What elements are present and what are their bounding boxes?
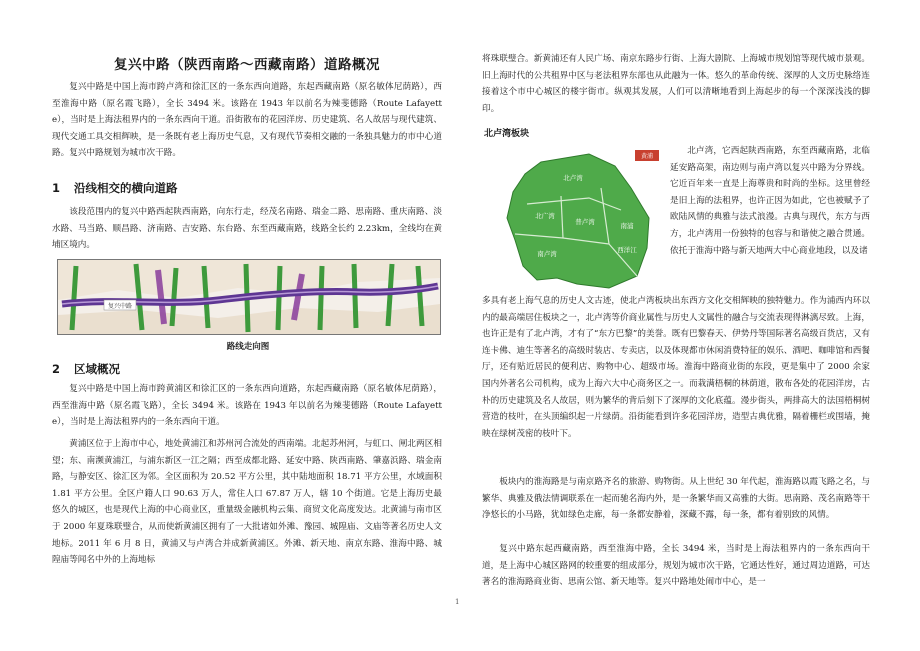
district-label: 普卢湾 xyxy=(575,218,595,226)
beiluwan-paragraph-2: 板块内的淮海路是与南京路齐名的旅游、购物街。从上世纪 30 年代起，淮海路以霞飞路之名，与繁华、典雅及俄法情调联系在一起而驰名海内外，是一条繁华而又高雅的大街。思南路、茂名南路等干净悠长的小马路，犹如绿色走廊，每一条都安静着，深藏不露，每一条，都有着别致的风情。 xyxy=(482,477,870,521)
intro-paragraph: 复兴中路是中国上海市跨卢湾和徐汇区的一条东西向道路，东起西藏南路（原名敏体尼荫路），西至淮海中路（原名霞飞路），全长 3494 米。该路在 1943 年以前名为辣斐德路（Route Lafayette），当时是上海法租界内的一条东西向干道。沿街散布的花园洋房、历史建筑、名人故居与现代建筑、现代交通工具交相辉映，是一条既有老上海历史气息，又有现代节奏相交融的一条独具魅力的市中心道路。复兴中路规划为城市次干路。 xyxy=(52,82,442,159)
beiluwan-wrapped-paragraph: 北卢湾，它西起陕西南路，东至西藏南路，北临延安路高架，南边则与南卢湾以复兴中路为分界线。它近百年来一直是上海尊贵和时尚的坐标。这里曾经是旧上海的法租界，也许正因为如此，它也被赋予了欧陆风情的典雅与法式浪漫。古典与现代，东方与西方，北卢湾用一份独特的包容与和谐使之融合贯通。依托于淮海中路与新天地两大中心商业地段，以及诸 xyxy=(670,146,870,256)
section-2-paragraph-2: 黄浦区位于上海市中心，地处黄浦江和苏州河合流处的西南端。北起苏州河，与虹口、闸北两区相望；东、南濒黄浦江，与浦东新区一江之隔；西至成都北路、延安中路、陕西南路、肇嘉浜路、瑞金南路，与静安区、徐汇区为邻。全区面积为 20.52 平方公里，其中陆地面积 18.71 平方公里，水域面积 1.81 平方公里。全区户籍人口 90.63 万人，常住人口 67.87 万人，辖 10 个街道。它是上海历史最悠久的城区，也是现代上海的中心商业区，重量级金融机构云集、商贸文化高度发达。北黄浦与南市区于 2000 年夏珠联璧合，从而使新黄浦区拥有了一大批诸如外滩、豫园、城隍庙、文庙等著名历史人文地标。2011 年 6 月 8 日，黄浦又与卢湾合并成新黄浦区。外滩、新天地、南京东路、淮海中路、城隍庙等闻名中外的上海地标 xyxy=(52,439,442,566)
route-map xyxy=(57,259,441,335)
section-1-body: 该段范围内的复兴中路西起陕西南路，向东行走，经茂名南路、瑞金二路、思南路、重庆南路、淡水路、马当路、顺昌路、济南路、吉安路、东台路、东至西藏南路，线路全长约 2.23km，全线均在黄埔区境内。 xyxy=(52,207,442,251)
district-map-graphic xyxy=(497,148,663,294)
section-1-number: 1 xyxy=(52,181,61,195)
route-map-label: 复兴中路 xyxy=(107,303,133,310)
page-number: 1 xyxy=(455,598,460,606)
route-map-graphic xyxy=(58,260,440,334)
beiluwan-heading: 北卢湾板块 xyxy=(484,129,530,139)
right-top-paragraph: 将珠联璧合。新黄浦还有人民广场、南京东路步行街、上海大剧院、上海城市规划馆等现代城市景观。旧上海时代的公共租界中区与老法租界东部也从此融为一体。悠久的革命传统、深厚的人文历史脉络连接着这个市中心城区的楼宇街市。纵观其发展，人们可以清晰地看到上海起步的每一个深深浅浅的脚印。 xyxy=(482,54,870,114)
district-label: 南浦 xyxy=(620,222,634,230)
district-label: 北广湾 xyxy=(535,212,555,220)
section-2-heading xyxy=(52,361,120,377)
beiluwan-full-paragraph: 多具有老上海气息的历史人文古迹，使北卢湾板块出东西方文化交相辉映的独特魅力。作为浦西内环以内的最高端居住板块之一，北卢湾等价商业属性与历史人文属性的融合与交流表现得淋漓尽致。上海，也许正是有了北卢湾，才有了“东方巴黎”的美誉。既有巴黎春天、伊势丹等国际著名高级百货店，又有连卡佛、迪生等著名的高级时装店、专卖店，以及体现都市休闲消费特征的娱乐、酒吧、咖啡馆和西餐厅，还有贴近居民的便利店、购物中心、超级市场。淮海中路商业街的东段，更是集中了 2000 余家国内外著名公司机构，成为上海六大中心商务区之一。而栽满梧桐的林荫道，散布各处的花园洋房，古朴的历史建筑及名人故居，则为繁华的背后刻下了深厚的文化底蕴。漫步街头，两排高大的法国梧桐树营造的枝叶，在头顶编织起一片绿荫。沿街能看到许多花园洋房，造型古典优雅，隔着栅栏或围墙，掩映在绿树茂密的枝叶下。 xyxy=(482,296,870,439)
section-1-heading xyxy=(52,180,178,196)
cross-street-line xyxy=(320,266,322,330)
district-map xyxy=(497,148,663,294)
district-map-legend: 黄浦 xyxy=(640,153,654,160)
document-title: 复兴中路（陕西南路～西藏南路）道路概况 xyxy=(114,57,380,73)
section-2-paragraph-1: 复兴中路是中国上海市跨黄浦区和徐汇区的一条东西向道路，东起西藏南路（原名敏体尼荫路），西至淮海中路（原名霞飞路），全长 3494 米。该路在 1943 年以前名为辣斐德路（Route Lafayette），当时是上海法租界内的一条东西向干道。 xyxy=(52,384,442,428)
cross-street-line xyxy=(278,266,280,330)
route-map-caption: 路线走向图 xyxy=(226,342,270,352)
district-label: 南卢湾 xyxy=(537,250,557,258)
district-label: 西洋江 xyxy=(617,246,637,254)
section-2-title: 区域概况 xyxy=(74,362,120,376)
section-1-title: 沿线相交的横向道路 xyxy=(74,181,178,195)
section-2-number: 2 xyxy=(52,362,61,376)
beiluwan-paragraph-3: 复兴中路东起西藏南路，西至淮海中路，全长 3494 米，当时是上海法租界内的一条东西向干道，是上海中心城区路网的较重要的组成部分，规划为城市次干路，它通达性好，通过周边道路，可达著名的淮海路商业街、思南公馆、新天地等。复兴中路地处闹市中心，是一 xyxy=(482,544,870,588)
district-label: 北卢湾 xyxy=(563,174,583,182)
cross-street-line xyxy=(354,264,356,328)
